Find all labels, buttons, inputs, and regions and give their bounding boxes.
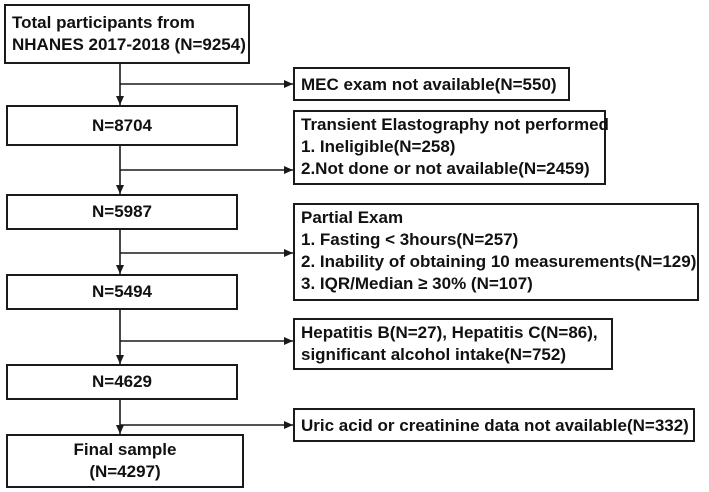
box-final-sample	[6, 434, 244, 488]
box-total-line-1: Total participants from	[12, 13, 195, 32]
box-n4629	[6, 364, 238, 400]
exclusion-hep-line-2: significant alcohol intake(N=752)	[301, 345, 566, 364]
exclusion-te-line-2: 1. Ineligible(N=258)	[301, 137, 456, 156]
exclusion-uric-acid	[293, 408, 695, 442]
exclusion-partial-line-4: 3. IQR/Median ≥ 30% (N=107)	[301, 274, 533, 293]
box-n8704-label: N=8704	[91, 115, 153, 135]
box-n5987-label: N=5987	[91, 202, 153, 221]
exclusion-partial-line-2: 1. Fasting < 3hours(N=257)	[301, 230, 519, 249]
exclusion-transient-elastography	[293, 110, 609, 185]
box-total-participants	[4, 4, 250, 64]
exclusion-partial-line-1: Partial Exam	[301, 208, 404, 227]
box-n5494	[6, 274, 238, 310]
exclusion-partial-line-3: 2. Inability of obtaining 10 measurements(N=129)	[301, 252, 697, 271]
exclusion-hepatitis-alcohol	[293, 318, 613, 370]
exclusion-hep-line-1: Hepatitis B(N=27), Hepatitis C(N=86),	[301, 323, 598, 342]
exclusion-mec-line-1: MEC exam not available(N=550)	[301, 75, 557, 94]
exclusion-te-line-1: Transient Elastography not performed	[301, 115, 609, 134]
box-n8704	[6, 105, 238, 146]
exclusion-te-line-3: 2.Not done or not available(N=2459)	[301, 159, 590, 178]
box-n5987	[6, 194, 238, 230]
box-final-line-1: Final sample	[73, 440, 177, 459]
box-total-line-2: NHANES 2017-2018 (N=9254)	[12, 35, 246, 54]
box-n5494-label: N=5494	[91, 282, 153, 301]
exclusion-mec	[293, 67, 570, 101]
box-final-line-2: (N=4297)	[89, 462, 161, 481]
exclusion-uric-line-1: Uric acid or creatinine data not available(N=332)	[301, 416, 689, 435]
box-n4629-label: N=4629	[91, 372, 153, 391]
exclusion-partial-exam	[293, 203, 699, 301]
